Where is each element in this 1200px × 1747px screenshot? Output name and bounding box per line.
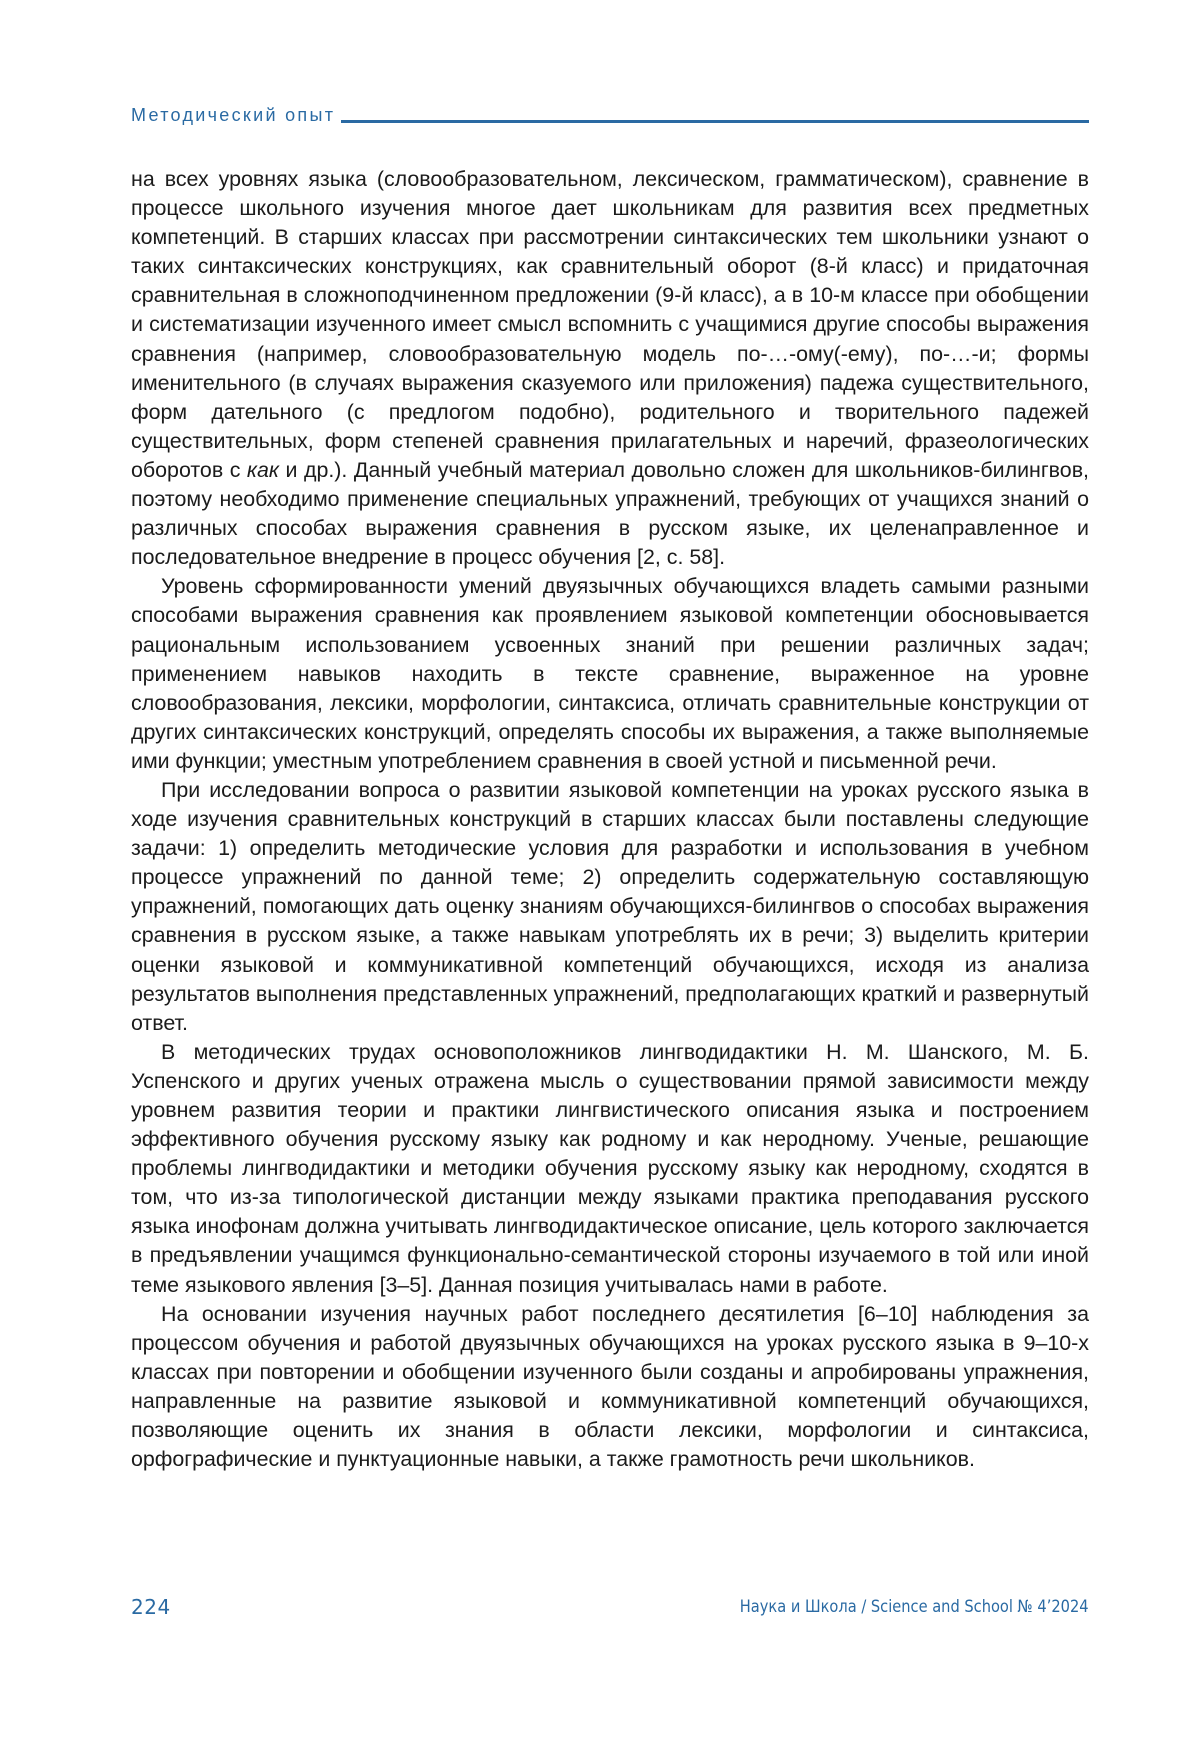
- paragraph-5: На основании изучения научных работ последнего десятилетия [6–10] наблюдения за процессом обучения и работой двуязычных обучающихся на уроках русского языка в 9–10-х классах при повторении и обобщении изученного были созданы и апробированы упражнения, направленные на развитие языковой и коммуникативной компетенций обучающихся, позволяющие оценить их знания в области лексики, морфологии и синтаксиса, орфографические и пунктуационные навыки, а также грамотность речи школьников.: [131, 1301, 1089, 1472]
- page-footer: [131, 1595, 1089, 1621]
- paragraph-2: Уровень сформированности умений двуязычных обучающихся владеть самыми разными способами выражения сравнения как проявлением языковой компетенции обосновывается рациональным использованием усвоенных знаний при решении различных задач; применением навыков находить в тексте сравнение, выраженное на уровне словообразования, лексики, морфологии, синтаксиса, отличать сравнительные конструкции от других синтаксических конструкций, определять способы их выражения, а также выполняемые ими функции; уместным употреблением сравнения в своей устной и письменной речи.: [131, 574, 1089, 773]
- paragraph-1-part-1: на всех уровнях языка (словообразовательном, лексическом, грамматическом), сравнение в процессе школьного изучения многое дает школьникам для развития всех предметных компетенций. В старших классах при рассмотрении синтаксических тем школьники узнают о таких синтаксических конструкциях, как сравнительный оборот (8-й класс) и придаточная сравнительная в сложноподчиненном предложении (9-й класс), а в 10-м классе при обобщении и систематизации изученного имеет смысл вспомнить с учащимися другие способы выражения сравнения (например, словообразовательную модель по-…-ому(-ему), по-…-и; формы именительного (в случаях выражения сказуемого или приложения) падежа существительного, форм дательного (с предлогом подобно), родительного и творительного падежей существительных, форм степеней сравнения прилагательных и наречий, фразеологических оборотов с: [131, 167, 1089, 482]
- paragraph-3: При исследовании вопроса о развитии языковой компетенции на уроках русского языка в ходе изучения сравнительных конструкций в старших классах были поставлены следующие задачи: 1) определить методические условия для разработки и использования в учебном процессе упражнений по данной теме; 2) определить содержательную составляющую упражнений, помогающих дать оценку знаниям обучающихся-билингвов о способах выражения сравнения в русском языке, а также навыкам употреблять их в речи; 3) выделить критерии оценки языковой и коммуникативной компетенций обучающихся, исходя из анализа результатов выполнения представленных упражнений, предполагающих краткий и развернутый ответ.: [131, 777, 1089, 1035]
- paragraph-1-italic-kak: как: [246, 457, 280, 482]
- journal-citation: Наука и Школа / Science and School № 4’2024: [740, 1597, 1089, 1617]
- article-body: [131, 165, 1089, 1474]
- running-head: [131, 102, 1089, 126]
- header-rule: [341, 120, 1089, 123]
- page-number: 224: [131, 1595, 171, 1619]
- paragraph-1-part-2: и др.). Данный учебный материал довольно сложен для школьников-билингвов, поэтому необходимо применение специальных упражнений, требующих от учащихся знаний о различных способах выражения сравнения в русском языке, их целенаправленное и последовательное внедрение в процесс обучения [2, с. 58].: [131, 457, 1090, 570]
- paragraph-1: [131, 165, 1089, 572]
- section-title: Методический опыт: [131, 105, 336, 125]
- paragraph-4: В методических трудах основоположников лингводидактики Н. М. Шанского, М. Б. Успенского и других ученых отражена мысль о существовании прямой зависимости между уровнем развития теории и практики лингвистического описания языка и построением эффективного обучения русскому языку как родному и как неродному. Ученые, решающие проблемы лингводидактики и методики обучения русскому языку как неродному, сходятся в том, что из-за типологической дистанции между языками практика преподавания русского языка инофонам должна учитывать лингводидактическое описание, цель которого заключается в предъявлении учащимся функционально-семантической стороны изучаемого в той или иной теме языкового явления [3–5]. Данная позиция учитывалась нами в работе.: [131, 1039, 1089, 1297]
